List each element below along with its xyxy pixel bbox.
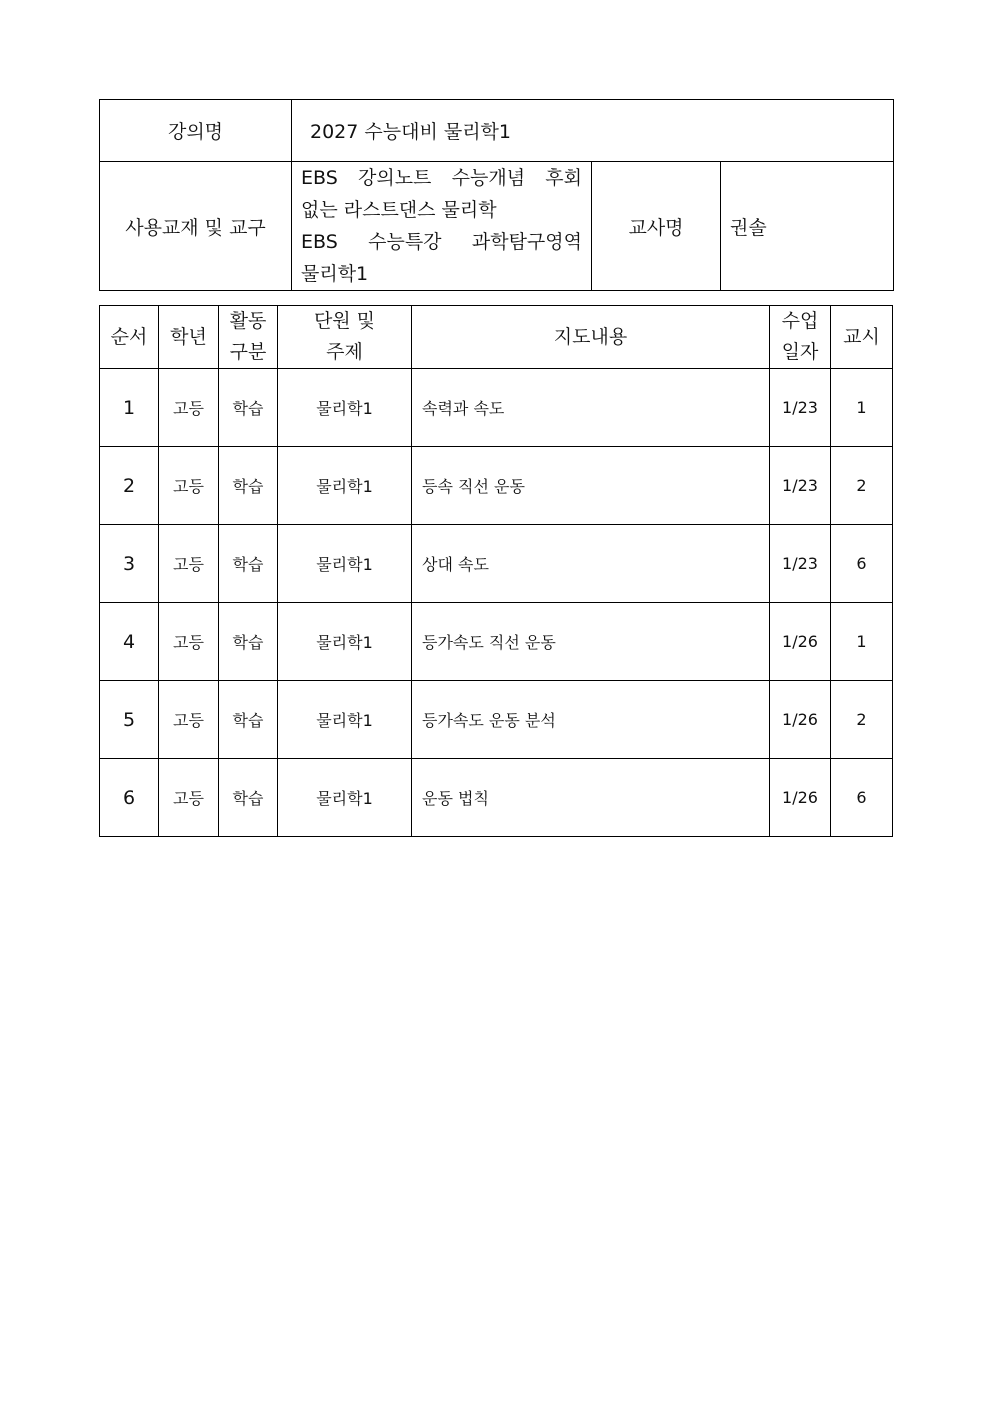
cell-period: 1 bbox=[831, 603, 893, 681]
cell-unit: 물리학1 bbox=[278, 681, 412, 759]
cell-date: 1/23 bbox=[770, 447, 831, 525]
cell-seq: 5 bbox=[100, 681, 159, 759]
table-row bbox=[100, 525, 893, 603]
table-row bbox=[100, 369, 893, 447]
header-activity bbox=[219, 306, 278, 369]
materials-label: 사용교재 및 교구 bbox=[100, 162, 292, 291]
cell-period: 2 bbox=[831, 447, 893, 525]
cell-seq: 2 bbox=[100, 447, 159, 525]
table-row bbox=[100, 603, 893, 681]
cell-activity: 학습 bbox=[219, 447, 278, 525]
header-activity-line: 활동 bbox=[229, 310, 267, 332]
cell-content: 속력과 속도 bbox=[412, 369, 770, 447]
cell-unit: 물리학1 bbox=[278, 603, 412, 681]
materials-line: EBS 강의노트 수능개념 후회 bbox=[301, 167, 582, 189]
cell-grade: 고등 bbox=[159, 447, 219, 525]
cell-content: 등속 직선 운동 bbox=[412, 447, 770, 525]
header-date-line: 수업 bbox=[781, 310, 819, 332]
cell-unit: 물리학1 bbox=[278, 525, 412, 603]
table-row bbox=[100, 447, 893, 525]
cell-seq: 4 bbox=[100, 603, 159, 681]
teacher-value: 권솔 bbox=[721, 162, 894, 291]
header-date bbox=[770, 306, 831, 369]
cell-grade: 고등 bbox=[159, 525, 219, 603]
course-info-table bbox=[99, 99, 894, 291]
header-unit-line: 주제 bbox=[326, 341, 363, 363]
header-date-line: 일자 bbox=[781, 341, 819, 363]
course-title-row bbox=[100, 100, 894, 162]
teacher-label: 교사명 bbox=[592, 162, 721, 291]
cell-activity: 학습 bbox=[219, 369, 278, 447]
cell-content: 등가속도 직선 운동 bbox=[412, 603, 770, 681]
cell-content: 상대 속도 bbox=[412, 525, 770, 603]
cell-unit: 물리학1 bbox=[278, 759, 412, 837]
course-title-label: 강의명 bbox=[100, 100, 292, 162]
cell-grade: 고등 bbox=[159, 603, 219, 681]
cell-date: 1/26 bbox=[770, 603, 831, 681]
cell-unit: 물리학1 bbox=[278, 447, 412, 525]
table-row bbox=[100, 759, 893, 837]
materials-line: 없는 라스트댄스 물리학 bbox=[301, 199, 497, 221]
cell-activity: 학습 bbox=[219, 603, 278, 681]
materials-value bbox=[292, 162, 592, 291]
course-title-value: 2027 수능대비 물리학1 bbox=[292, 100, 894, 162]
course-materials-row bbox=[100, 162, 894, 291]
cell-period: 6 bbox=[831, 759, 893, 837]
cell-grade: 고등 bbox=[159, 681, 219, 759]
cell-period: 6 bbox=[831, 525, 893, 603]
cell-unit: 물리학1 bbox=[278, 369, 412, 447]
header-seq: 순서 bbox=[100, 306, 159, 369]
materials-line: EBS 수능특강 과학탐구영역 bbox=[301, 231, 582, 253]
cell-date: 1/26 bbox=[770, 681, 831, 759]
cell-date: 1/23 bbox=[770, 369, 831, 447]
header-content: 지도내용 bbox=[412, 306, 770, 369]
cell-activity: 학습 bbox=[219, 681, 278, 759]
cell-seq: 3 bbox=[100, 525, 159, 603]
cell-seq: 1 bbox=[100, 369, 159, 447]
schedule-header-row bbox=[100, 306, 893, 369]
cell-date: 1/26 bbox=[770, 759, 831, 837]
cell-content: 등가속도 운동 분석 bbox=[412, 681, 770, 759]
header-unit-line: 단원 및 bbox=[313, 310, 376, 332]
header-period: 교시 bbox=[831, 306, 893, 369]
schedule-table bbox=[99, 305, 893, 837]
cell-activity: 학습 bbox=[219, 525, 278, 603]
cell-grade: 고등 bbox=[159, 759, 219, 837]
header-grade: 학년 bbox=[159, 306, 219, 369]
cell-period: 1 bbox=[831, 369, 893, 447]
table-row bbox=[100, 681, 893, 759]
cell-activity: 학습 bbox=[219, 759, 278, 837]
cell-grade: 고등 bbox=[159, 369, 219, 447]
materials-line: 물리학1 bbox=[301, 263, 369, 285]
header-activity-line: 구분 bbox=[229, 341, 267, 363]
cell-period: 2 bbox=[831, 681, 893, 759]
cell-date: 1/23 bbox=[770, 525, 831, 603]
cell-content: 운동 법칙 bbox=[412, 759, 770, 837]
cell-seq: 6 bbox=[100, 759, 159, 837]
header-unit bbox=[278, 306, 412, 369]
